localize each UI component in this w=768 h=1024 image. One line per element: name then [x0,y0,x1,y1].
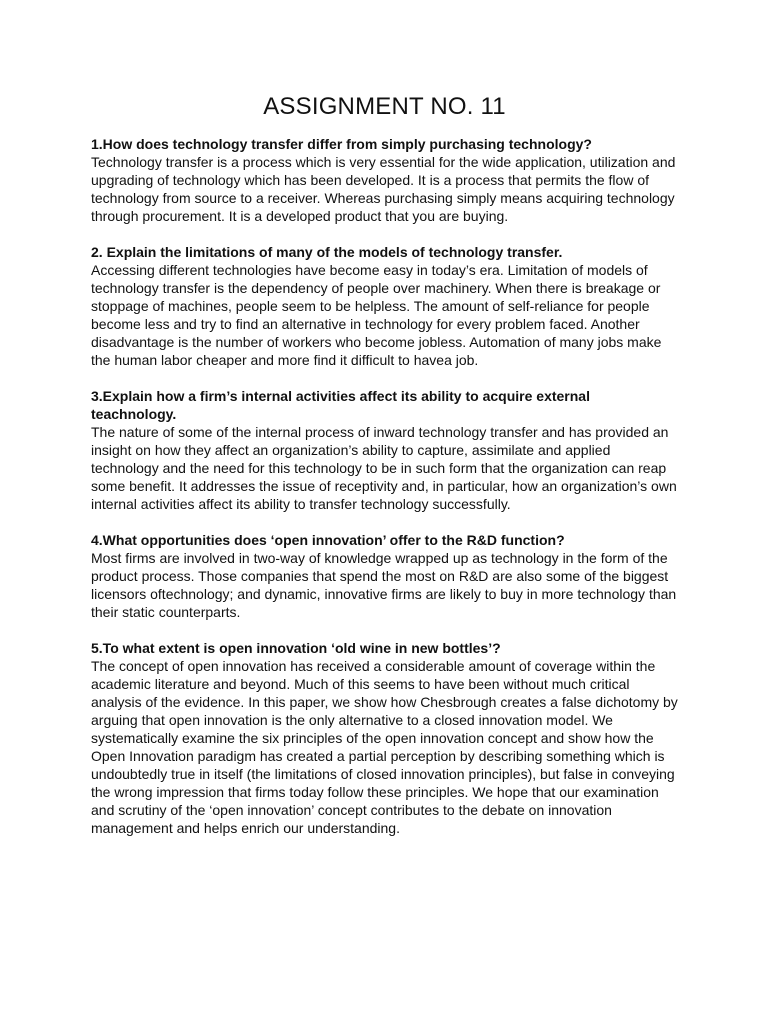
answer-2: Accessing different technologies have become easy in today’s era. Limitation of models of technology transfer is the dependency of people over machinery. When there is breakage or stoppage of machines, people seem to be helpless. The amount of self-reliance for people become less and try to find an alternative in technology for every problem faced. Another disadvantage is the number of workers who become jobless. Automation of many jobs make the human labor cheaper and more find it difficult to havea job. [91,262,662,368]
qa-section-4 [91,531,678,621]
question-2: 2. Explain the limitations of many of the models of technology transfer. [91,244,563,260]
question-4: 4.What opportunities does ‘open innovation’ offer to the R&D function? [91,532,565,548]
answer-5: The concept of open innovation has received a considerable amount of coverage within the academic literature and beyond. Much of this seems to have been without much critical analysis of the evidence. In this paper, we show how Chesbrough creates a false dichotomy by arguing that open innovation is the only alternative to a closed innovation model. We systematically examine the six principles of the open innovation concept and show how the Open Innovation paradigm has created a partial perception by describing something which is undoubtedly true in itself (the limitations of closed innovation principles), but false in conveying the wrong impression that firms today follow these principles. We hope that our examination and scrutiny of the ‘open innovation’ concept contributes to the debate on innovation management and helps enrich our understanding. [91,658,678,836]
question-5: 5.To what extent is open innovation ‘old wine in new bottles’? [91,640,501,656]
answer-3: The nature of some of the internal process of inward technology transfer and has provided an insight on how they affect an organization’s ability to capture, assimilate and applied technology and the need for this technology to be in such form that the organization can reap some benefit. It addresses the issue of receptivity and, in particular, how an organization’s own internal activities affect its ability to transfer technology successfully. [91,424,677,512]
answer-4: Most firms are involved in two-way of knowledge wrapped up as technology in the form of the product process. Those companies that spend the most on R&D are also some of the biggest licensors oftechnology; and dynamic, innovative firms are likely to buy in more technology than their static counterparts. [91,550,677,620]
qa-section-1 [91,135,678,225]
answer-1: Technology transfer is a process which is very essential for the wide application, utilization and upgrading of technology which has been developed. It is a process that permits the flow of technology from source to a receiver. Whereas purchasing simply means acquiring technology through procurement. It is a developed product that you are buying. [91,154,676,224]
qa-section-5 [91,639,678,837]
qa-section-3 [91,387,678,513]
question-3: 3.Explain how a firm’s internal activities affect its ability to acquire external teachnology. [91,388,590,422]
qa-section-2 [91,243,678,369]
question-1: 1.How does technology transfer differ from simply purchasing technology? [91,136,592,152]
page-title: ASSIGNMENT NO. 11 [263,93,506,120]
